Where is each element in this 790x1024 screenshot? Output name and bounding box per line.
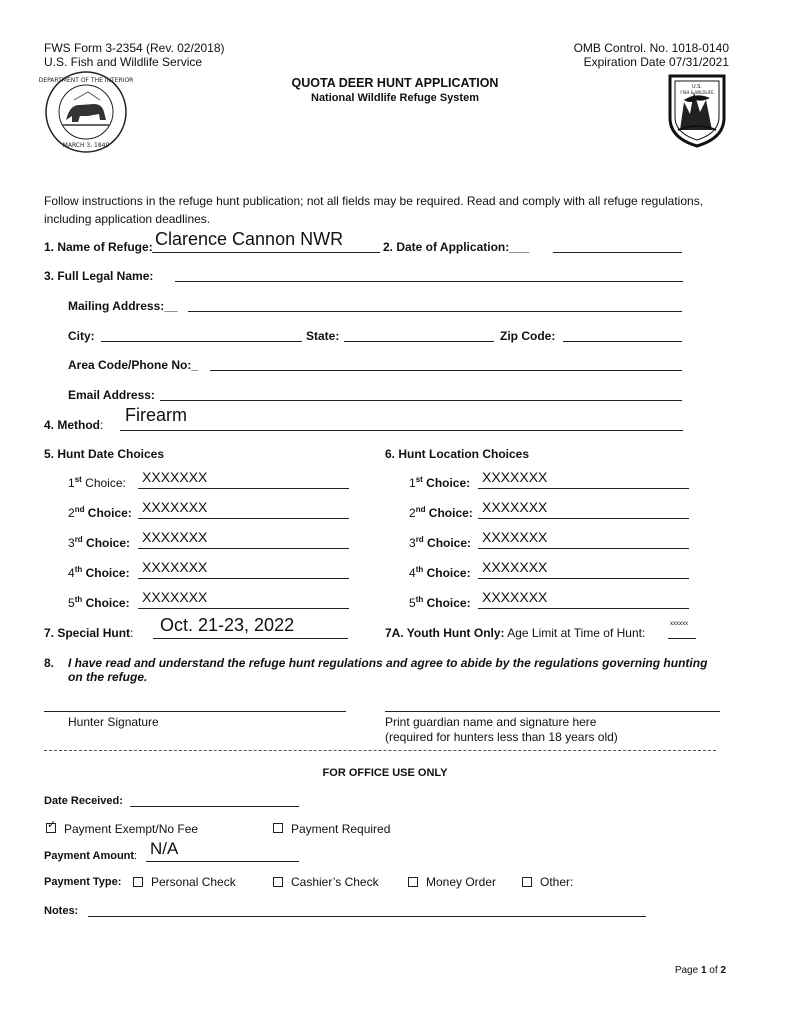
form-number: FWS Form 3-2354 (Rev. 02/2018) bbox=[44, 41, 225, 55]
mailing-address-field[interactable] bbox=[188, 311, 682, 312]
date-choice-4-label: 4th Choice: bbox=[68, 565, 130, 580]
refuge-label: 1. Name of Refuge: bbox=[44, 240, 153, 254]
location-choice-5-label: 5th Choice: bbox=[409, 595, 471, 610]
payment-required-checkbox[interactable] bbox=[273, 823, 283, 833]
guardian-label-line2: (required for hunters less than 18 years old) bbox=[385, 730, 618, 744]
check-icon: ✓ bbox=[47, 819, 57, 831]
office-divider bbox=[44, 750, 716, 751]
hunter-signature-label: Hunter Signature bbox=[68, 715, 159, 729]
payment-type-label: Payment Type: bbox=[44, 876, 122, 888]
payment-exempt-label: Payment Exempt/No Fee bbox=[64, 822, 199, 836]
location-choice-2-value: XXXXXXX bbox=[482, 499, 548, 515]
page-number: Page 1 of 2 bbox=[674, 965, 726, 976]
refuge-field[interactable] bbox=[152, 252, 380, 253]
refuge-value: Clarence Cannon NWR bbox=[155, 229, 344, 249]
fws-shield-icon bbox=[666, 72, 728, 148]
location-choice-5-field[interactable] bbox=[478, 608, 689, 609]
payment-exempt-checkbox[interactable] bbox=[46, 819, 57, 833]
date-choice-1-field[interactable] bbox=[138, 488, 349, 489]
hunt-location-choices-title: 6. Hunt Location Choices bbox=[385, 447, 530, 461]
payment-amount-field[interactable] bbox=[146, 861, 299, 862]
date-choice-4-field[interactable] bbox=[138, 578, 349, 579]
phone-field[interactable] bbox=[210, 370, 682, 371]
location-choice-4-label: 4th Choice: bbox=[409, 565, 471, 580]
agreement-text: I have read and understand the refuge hunt regulations and agree to abide by the regulations governing hunting on the refuge. bbox=[68, 656, 708, 684]
other-label: Other: bbox=[540, 875, 574, 889]
special-hunt-value: Oct. 21-23, 2022 bbox=[160, 615, 295, 635]
method-value: Firearm bbox=[125, 405, 187, 425]
date-of-application-label: 2. Date of Application:___ bbox=[383, 240, 530, 254]
date-choice-5-field[interactable] bbox=[138, 608, 349, 609]
svg-text:DEPARTMENT OF THE INTERIOR: DEPARTMENT OF THE INTERIOR bbox=[38, 77, 134, 84]
personal-check-checkbox[interactable] bbox=[133, 877, 143, 887]
agreement-number: 8. bbox=[44, 656, 55, 670]
page-title: QUOTA DEER HUNT APPLICATION bbox=[291, 76, 499, 90]
location-choice-5-value: XXXXXXX bbox=[482, 589, 548, 605]
agency-name: U.S. Fish and Wildlife Service bbox=[44, 55, 203, 69]
zip-field[interactable] bbox=[563, 341, 682, 342]
svg-text:U.S.: U.S. bbox=[691, 84, 703, 90]
special-hunt-label: 7. Special Hunt: bbox=[44, 626, 134, 640]
payment-amount-label: Payment Amount: bbox=[44, 850, 138, 862]
svg-text:MARCH 3, 1849: MARCH 3, 1849 bbox=[62, 142, 110, 149]
date-of-application-field[interactable] bbox=[553, 252, 682, 253]
legal-name-field[interactable] bbox=[175, 281, 683, 282]
location-choice-4-value: XXXXXXX bbox=[482, 559, 548, 575]
date-choice-3-field[interactable] bbox=[138, 548, 349, 549]
date-received-label: Date Received: bbox=[44, 795, 123, 807]
method-label: 4. Method: bbox=[44, 418, 104, 432]
special-hunt-field[interactable] bbox=[153, 638, 348, 639]
date-choice-5-label: 5th Choice: bbox=[68, 595, 130, 610]
other-checkbox[interactable] bbox=[522, 877, 532, 887]
location-choice-1-field[interactable] bbox=[478, 488, 689, 489]
state-label: State: bbox=[306, 329, 340, 343]
mailing-address-label: Mailing Address:__ bbox=[68, 299, 178, 313]
location-choice-3-field[interactable] bbox=[478, 548, 689, 549]
money-order-label: Money Order bbox=[426, 875, 497, 889]
payment-amount-value: N/A bbox=[150, 839, 179, 858]
location-choice-3-label: 3rd Choice: bbox=[409, 535, 472, 550]
legal-name-label: 3. Full Legal Name: bbox=[44, 269, 154, 283]
location-choice-4-field[interactable] bbox=[478, 578, 689, 579]
location-choice-3-value: XXXXXXX bbox=[482, 529, 548, 545]
doi-seal-icon bbox=[38, 70, 134, 154]
hunt-date-choices-title: 5. Hunt Date Choices bbox=[44, 447, 165, 461]
cashiers-check-label: Cashier’s Check bbox=[291, 875, 379, 889]
payment-required-label: Payment Required bbox=[291, 822, 391, 836]
date-choice-5-value: XXXXXXX bbox=[142, 589, 208, 605]
location-choice-1-value: XXXXXXX bbox=[482, 469, 548, 485]
date-choice-4-value: XXXXXXX bbox=[142, 559, 208, 575]
method-field[interactable] bbox=[120, 430, 683, 431]
personal-check-label: Personal Check bbox=[151, 875, 236, 889]
date-received-field[interactable] bbox=[130, 806, 299, 807]
hunter-signature-line[interactable] bbox=[44, 711, 346, 712]
guardian-label-line1: Print guardian name and signature here bbox=[385, 715, 597, 729]
date-choice-2-field[interactable] bbox=[138, 518, 349, 519]
money-order-checkbox[interactable] bbox=[408, 877, 418, 887]
notes-field[interactable] bbox=[88, 916, 646, 917]
date-choice-2-value: XXXXXXX bbox=[142, 499, 208, 515]
email-field[interactable] bbox=[160, 400, 682, 401]
page-subtitle: National Wildlife Refuge System bbox=[311, 92, 479, 104]
location-choice-2-field[interactable] bbox=[478, 518, 689, 519]
date-choice-3-label: 3rd Choice: bbox=[68, 535, 131, 550]
date-choice-2-label: 2nd Choice: bbox=[68, 505, 132, 520]
omb-control: OMB Control. No. 1018-0140 bbox=[573, 41, 729, 55]
state-field[interactable] bbox=[344, 341, 494, 342]
youth-hunt-label: 7A. Youth Hunt Only: Age Limit at Time of Hunt: bbox=[385, 626, 646, 640]
youth-age-value: xxxxxx bbox=[670, 621, 688, 627]
cashiers-check-checkbox[interactable] bbox=[273, 877, 283, 887]
city-field[interactable] bbox=[101, 341, 302, 342]
zip-label: Zip Code: bbox=[500, 329, 556, 343]
svg-text:FISH & WILDLIFE: FISH & WILDLIFE bbox=[680, 90, 714, 95]
date-choice-3-value: XXXXXXX bbox=[142, 529, 208, 545]
phone-label: Area Code/Phone No:_ bbox=[68, 358, 199, 372]
email-label: Email Address: bbox=[68, 388, 155, 402]
office-use-title: FOR OFFICE USE ONLY bbox=[322, 767, 448, 779]
date-choice-1-value: XXXXXXX bbox=[142, 469, 208, 485]
guardian-signature-line[interactable] bbox=[385, 711, 720, 712]
city-label: City: bbox=[68, 329, 95, 343]
instructions: Follow instructions in the refuge hunt publication; not all fields may be required. Read and comply with all refuge regulations, including application deadlines. bbox=[44, 194, 704, 226]
location-choice-2-label: 2nd Choice: bbox=[409, 505, 473, 520]
notes-label: Notes: bbox=[44, 905, 79, 917]
date-choice-1-label: 1st Choice: bbox=[68, 475, 126, 490]
youth-age-field[interactable] bbox=[668, 638, 696, 639]
location-choice-1-label: 1st Choice: bbox=[409, 475, 471, 490]
expiration-date: Expiration Date 07/31/2021 bbox=[583, 55, 729, 69]
